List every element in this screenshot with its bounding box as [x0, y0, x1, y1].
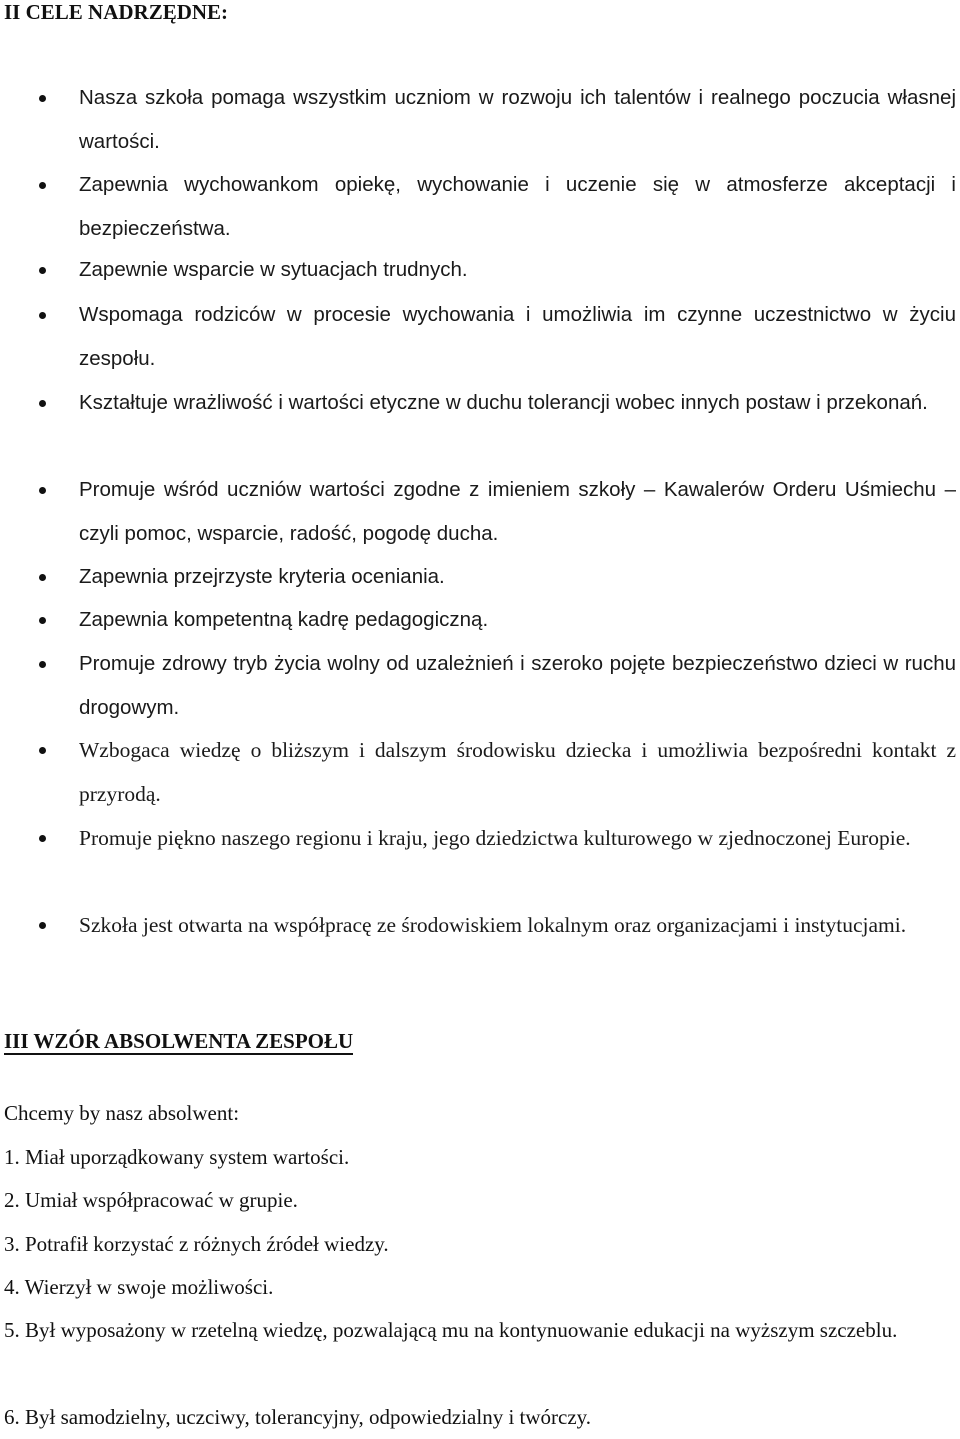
numbered-item: 2. Umiał współpracować w grupie.	[4, 1188, 298, 1212]
list-item: Promuje piękno naszego regionu i kraju, jego dziedzictwa kulturowego w zjednoczonej Europie.	[79, 816, 956, 860]
bullet-icon	[39, 312, 46, 319]
bullet-icon	[39, 922, 46, 929]
list-item: Nasza szkoła pomaga wszystkim uczniom w rozwoju ich talentów i realnego poczucia własnej wartości.	[79, 76, 956, 164]
list-item: Kształtuje wrażliwość i wartości etyczne w duchu tolerancji wobec innych postaw i przekonań.	[79, 381, 956, 425]
bullet-icon	[39, 487, 46, 494]
numbered-item: 1. Miał uporządkowany system wartości.	[4, 1145, 350, 1169]
list-item: Promuje zdrowy tryb życia wolny od uzależnień i szeroko pojęte bezpieczeństwo dzieci w ruchu drogowym.	[79, 642, 956, 730]
numbered-item: 5. Był wyposażony w rzetelną wiedzę, pozwalającą mu na kontynuowanie edukacji na wyższym szczeblu.	[4, 1318, 898, 1342]
list-item: Wzbogaca wiedzę o bliższym i dalszym środowisku dziecka i umożliwia bezpośredni kontakt z przyrodą.	[79, 728, 956, 816]
bullet-icon	[39, 95, 46, 102]
numbered-item: 6. Był samodzielny, uczciwy, tolerancyjny, odpowiedzialny i twórczy.	[4, 1405, 592, 1429]
list-item: Szkoła jest otwarta na współpracę ze środowiskiem lokalnym oraz organizacjami i instytucjami.	[79, 903, 956, 947]
bullet-icon	[39, 267, 46, 274]
bullet-icon	[39, 182, 46, 189]
list-item: Zapewnia przejrzyste kryteria oceniania.	[79, 555, 956, 599]
section-heading-goals: II CELE NADRZĘDNE:	[4, 0, 229, 24]
list-item: Zapewnia kompetentną kadrę pedagogiczną.	[79, 598, 956, 642]
bullet-icon	[39, 617, 46, 624]
numbered-item: 4. Wierzył w swoje możliwości.	[4, 1275, 274, 1299]
section-heading-graduate: III WZÓR ABSOLWENTA ZESPOŁU	[4, 1029, 354, 1053]
list-item: Wspomaga rodziców w procesie wychowania i umożliwia im czynne uczestnictwo w życiu zespołu.	[79, 293, 956, 381]
bullet-icon	[39, 400, 46, 407]
graduate-intro: Chcemy by nasz absolwent:	[4, 1101, 240, 1125]
bullet-icon	[39, 747, 46, 754]
bullet-icon	[39, 835, 46, 842]
bullet-icon	[39, 661, 46, 668]
bullet-icon	[39, 574, 46, 581]
list-item: Zapewnia wychowankom opiekę, wychowanie i uczenie się w atmosferze akceptacji i bezpieczeństwa.	[79, 163, 956, 251]
numbered-item: 3. Potrafił korzystać z różnych źródeł wiedzy.	[4, 1232, 389, 1256]
list-item: Zapewnie wsparcie w sytuacjach trudnych.	[79, 248, 956, 292]
list-item: Promuje wśród uczniów wartości zgodne z imieniem szkoły – Kawalerów Orderu Uśmiechu – czyli pomoc, wsparcie, radość, pogodę ducha.	[79, 468, 956, 556]
